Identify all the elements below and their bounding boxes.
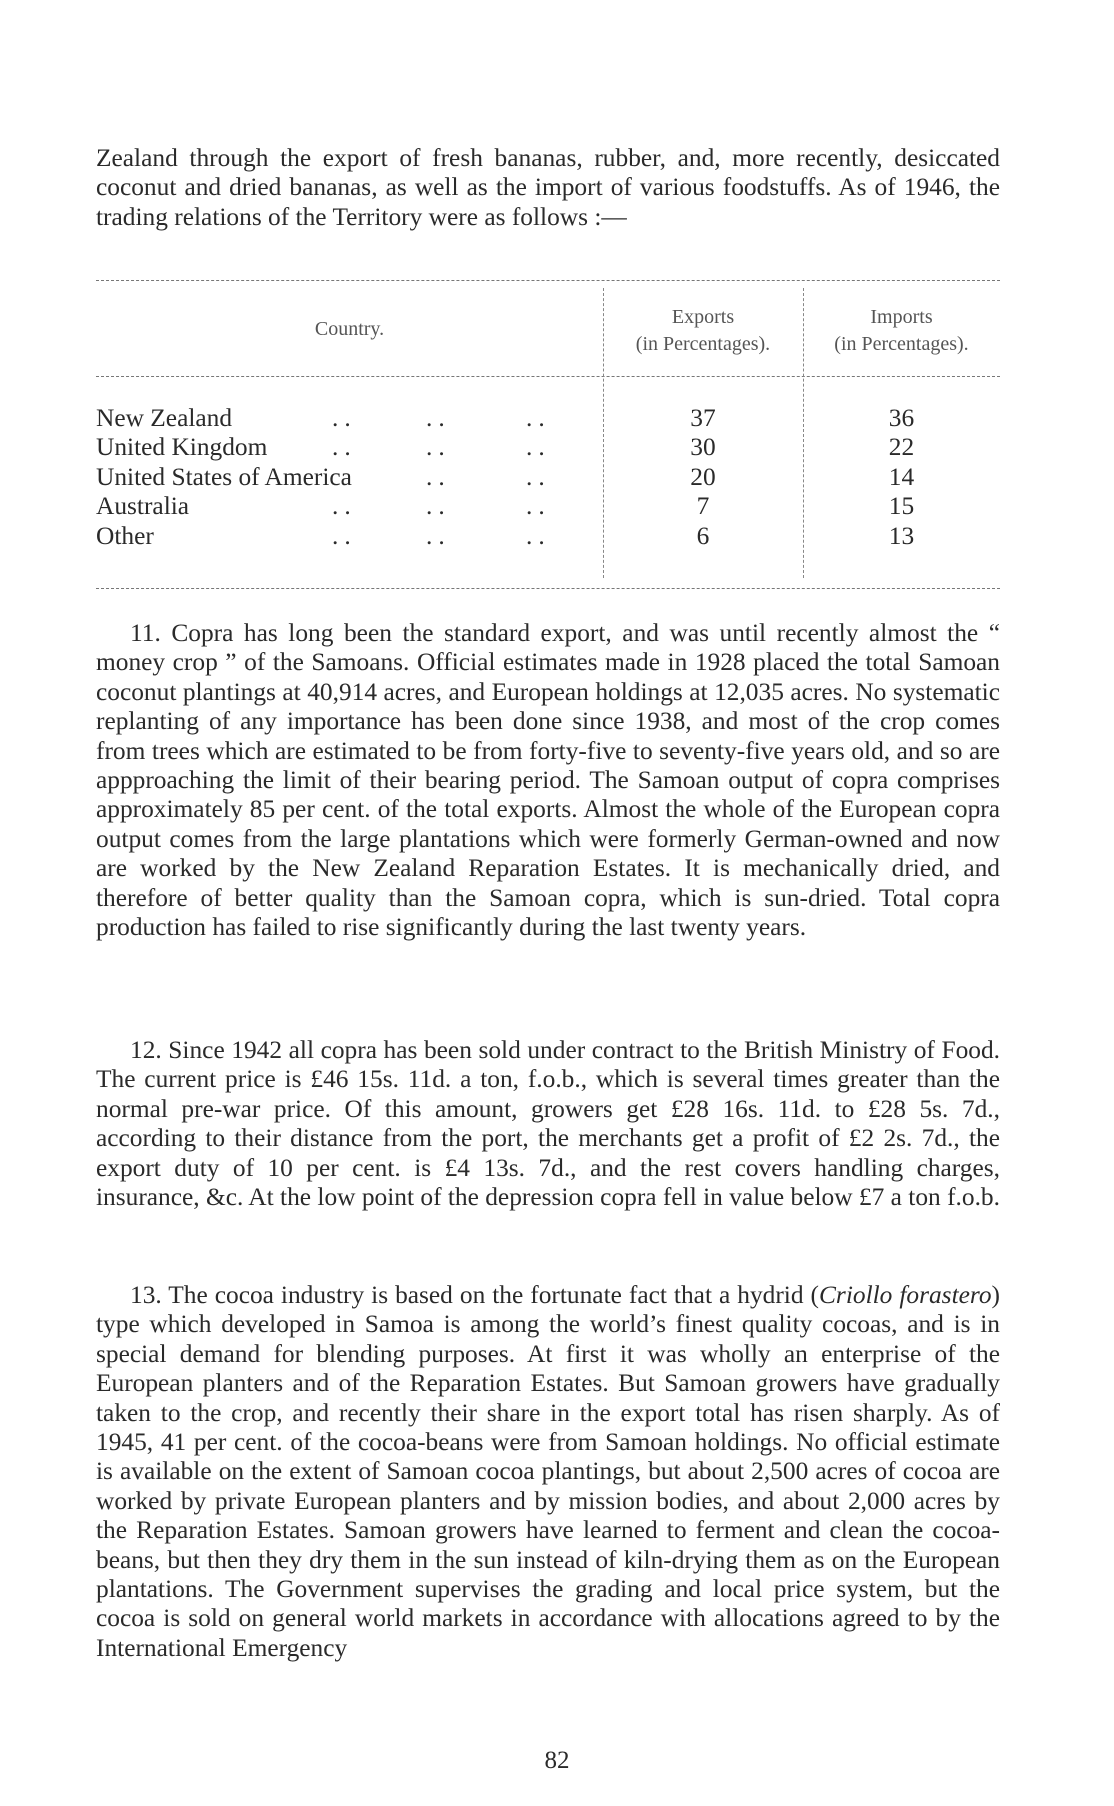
column-header-exports: [603, 304, 803, 358]
country-cell: United Kingdom: [96, 433, 268, 462]
paragraph-13-text-end: ) type which developed in Samoa is among the world’s finest quality cocoas, and is in special demand for blending purposes. At first it was wholly an enterprise of the European planters and of the Reparation Estates. But Samoan growers have gradually taken to the crop, and recently their share in the export total has risen sharply. As of 1945, 41 per cent. of the cocoa-beans were from Samoan holdings. No official estimate is available on the extent of Samoan cocoa plantings, but about 2,500 acres of cocoa are worked by private European planters and by mission bodies, and about 2,000 acres by the Reparation Estates. Samoan growers have learned to ferment and clean the cocoa-beans, but then they dry them in the sun instead of kiln-drying them as on the European plantations. The Government supervises the grading and local price system, but the cocoa is sold on general world markets in accordance with allocations agreed to by the International Emergency: [96, 1281, 1000, 1662]
table-row: [96, 463, 1000, 492]
imports-cell: 13: [888, 521, 915, 550]
table-row: [96, 404, 1000, 433]
dot-leader: ..: [526, 492, 551, 521]
paragraph-13: [96, 1281, 1000, 1663]
column-header-country: Country.: [314, 318, 385, 340]
dot-leader: ..: [332, 433, 357, 462]
dot-leader: ..: [526, 433, 551, 462]
exports-cell: 6: [696, 521, 710, 550]
dot-leader: ..: [526, 521, 551, 550]
column-header-imports: [803, 304, 1000, 358]
country-cell: New Zealand: [96, 404, 233, 432]
dot-leader: ..: [426, 433, 451, 462]
table-row: [96, 522, 1000, 551]
table-top-rule: [96, 280, 1000, 281]
intro-text: Zealand through the export of fresh bananas, rubber, and, more recently, desiccated coconut and dried bananas, as well as the import of various foodstuffs. As of 1946, the trading relations of the Territory were as follows :—: [96, 144, 1000, 231]
country-cell: Australia: [96, 492, 190, 521]
dot-leader: ..: [526, 462, 551, 491]
exports-cell: 7: [696, 492, 710, 521]
trade-table: [96, 280, 1000, 590]
dot-leader: ..: [426, 521, 451, 550]
dot-leader: ..: [426, 462, 451, 491]
exports-cell: 30: [690, 433, 716, 462]
paragraph-12: [96, 1036, 1000, 1212]
dot-leader: ..: [426, 404, 451, 432]
paragraph-12-text: 12. Since 1942 all copra has been sold under contract to the British Ministry of Food. The current price is £46 15s. 11d. a ton, f.o.b., which is several times greater than the normal pre-war price. Of this amount, growers get £28 16s. 11d. to £28 5s. 7d., according to their distance from the port, the merchants get a profit of £2 2s. 7d., the export duty of 10 per cent. is £4 13s. 7d., and the rest covers handling charges, insurance, &c. At the low point of the depression copra fell in value below £7 a ton f.o.b.: [96, 1036, 1000, 1212]
imports-header-line2: (in Percentages).: [834, 333, 969, 355]
table-header-rule: [96, 376, 1000, 377]
intro-paragraph: [96, 144, 1000, 232]
table-row: [96, 492, 1000, 521]
exports-cell: 37: [690, 404, 716, 432]
imports-header-line1: Imports: [870, 306, 933, 328]
imports-cell: 15: [888, 492, 915, 521]
species-name: Criollo forastero: [819, 1281, 992, 1309]
paragraph-11-text: 11. Copra has long been the standard export, and was until recently almost the “ money crop ” of the Samoans. Official estimates made in 1928 placed the total Samoan coconut plantings at 40,914 acres, and European holdings at 12,035 acres. No systematic replanting of any importance has been done since 1938, and most of the crop comes from trees which are estimated to be from forty-five to seventy-five years old, and so are appproaching the limit of their bearing period. The Samoan output of copra comprises approximately 85 per cent. of the total exports. Almost the whole of the European copra output comes from the large plantations which were formerly German-owned and now are worked by the New Zealand Reparation Estates. It is mechanically dried, and therefore of better quality than the Samoan copra, which is sun-dried. Total copra production has failed to rise significantly during the last twenty years.: [96, 619, 1000, 942]
country-cell: United States of America: [96, 462, 352, 491]
country-cell: Other: [96, 521, 154, 550]
exports-header-line1: Exports: [671, 306, 735, 328]
dot-leader: ..: [332, 521, 357, 550]
exports-header-line2: (in Percentages).: [635, 333, 771, 355]
dot-leader: ..: [332, 492, 357, 521]
imports-cell: 36: [888, 404, 915, 432]
page-number: 82: [544, 1747, 570, 1774]
imports-cell: 14: [888, 462, 915, 491]
dot-leader: ..: [526, 404, 551, 432]
table-bottom-rule: [96, 588, 1000, 589]
dot-leader: ..: [426, 492, 451, 521]
exports-cell: 20: [690, 462, 716, 491]
paragraph-13-text-start: 13. The cocoa industry is based on the fortunate fact that a hydrid (: [130, 1281, 819, 1309]
imports-cell: 22: [888, 433, 915, 462]
dot-leader: ..: [332, 404, 357, 432]
table-row: [96, 433, 1000, 462]
paragraph-13-text: [96, 1281, 1000, 1663]
paragraph-11: [96, 619, 1000, 942]
